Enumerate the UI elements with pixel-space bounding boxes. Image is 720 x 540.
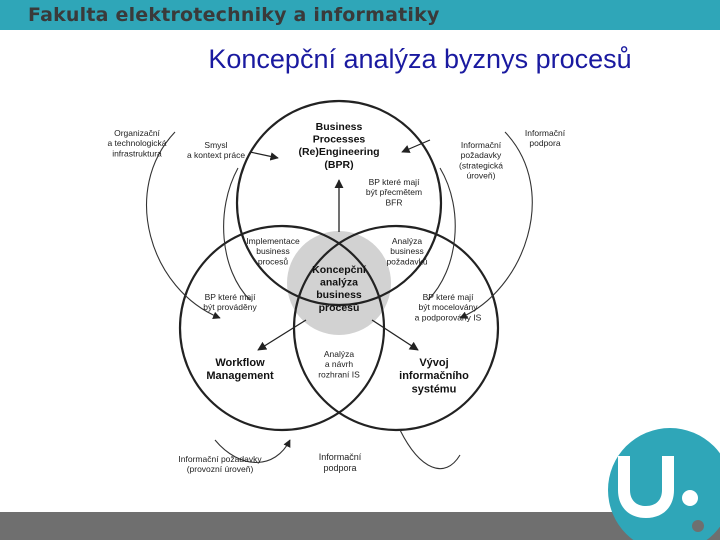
label-bp-bfr-line: BFR xyxy=(385,197,403,208)
label-info-podpora-bottom xyxy=(319,452,362,473)
label-analyza-rozhrani xyxy=(318,349,360,379)
label-bp-modelovany-line: a podporovány IS xyxy=(414,312,482,323)
label-info-pozadavky-prov-line: (provozní úroveň) xyxy=(186,464,254,475)
label-bp-provadeny-line: BP které mají xyxy=(204,292,256,302)
label-bp-bfr-line: BP které mají xyxy=(368,177,420,187)
label-organizacni-line: Organizační xyxy=(114,128,160,138)
label-info-pozadavky-prov xyxy=(178,454,262,474)
label-bpr-line: Processes xyxy=(312,133,366,146)
university-logo xyxy=(600,428,720,540)
label-center-line: procesů xyxy=(318,301,360,314)
label-bpr-line: (Re)Engineering xyxy=(298,146,380,159)
arrow-center-right xyxy=(372,320,418,350)
label-center-line: analýza xyxy=(320,276,358,289)
label-analyza-rozhrani-line: rozhraní IS xyxy=(318,369,360,380)
label-bpr-line: (BPR) xyxy=(324,158,354,171)
arrow-smysl xyxy=(250,152,278,158)
label-bp-modelovany-line: BP které mají xyxy=(422,292,474,302)
label-info-pozadavky-strat-line: Informační xyxy=(460,140,502,150)
label-info-podpora-top-line: Informační xyxy=(524,128,566,138)
faculty-name: Fakulta elektrotechniky a informatiky xyxy=(28,4,440,26)
flow-curve-bottom-right xyxy=(400,430,460,469)
label-vyvoj-line: Vývoj xyxy=(419,357,449,369)
label-implementace-line: procesů xyxy=(257,256,289,267)
label-workflow xyxy=(206,357,274,382)
label-analyza-rozhrani-line: a návrh xyxy=(324,359,354,370)
label-organizacni-line: a technologická xyxy=(107,138,167,149)
label-analyza-pozadavku-line: požadavků xyxy=(386,256,428,267)
label-workflow-line: Management xyxy=(206,370,274,383)
label-vyvoj-line: informačního xyxy=(399,370,469,383)
label-vyvoj xyxy=(399,357,469,395)
label-info-pozadavky-prov-line: Informační požadavky xyxy=(178,454,262,464)
label-bp-modelovany-line: být mocelovány xyxy=(418,302,478,313)
label-bp-bfr xyxy=(366,177,422,207)
label-info-podpora-bottom-line: podpora xyxy=(323,462,357,473)
label-info-pozadavky-strat-line: požadavky xyxy=(460,150,502,161)
label-info-pozadavky-strat-line: úroveň) xyxy=(466,170,496,181)
label-center-line: Koncepční xyxy=(312,264,366,276)
label-workflow-line: Workflow xyxy=(215,357,265,369)
label-bp-provadeny-line: být prováděny xyxy=(203,302,257,313)
label-center xyxy=(312,264,367,314)
label-info-podpora-bottom-line: Informační xyxy=(318,452,362,462)
label-info-pozadavky-strat-line: (strategická xyxy=(459,160,503,171)
label-organizacni-line: infrastruktura xyxy=(112,148,162,159)
label-info-pozadavky-strat xyxy=(459,140,503,181)
label-analyza-pozadavku xyxy=(386,236,427,266)
label-analyza-pozadavku-line: business xyxy=(390,246,424,257)
label-analyza-pozadavku-line: Analýza xyxy=(391,236,423,246)
label-center-line: business xyxy=(316,289,362,302)
flow-curve-left-top xyxy=(224,168,250,300)
label-implementace-line: Implementace xyxy=(246,236,300,246)
label-info-podpora-top-line: podpora xyxy=(529,138,561,149)
label-info-podpora-top xyxy=(525,128,566,148)
label-implementace-line: business xyxy=(256,246,290,257)
slide-title: Koncepční analýza byznys procesů xyxy=(208,44,632,74)
flow-curve-right-top xyxy=(428,168,455,300)
label-bp-bfr-line: být přecmětem xyxy=(365,187,423,198)
arrow-center-left xyxy=(258,320,306,350)
label-vyvoj-line: systému xyxy=(411,383,457,396)
label-bpr-line: Business xyxy=(315,121,363,133)
label-bp-provadeny xyxy=(203,292,257,312)
label-smysl-line: a kontext práce xyxy=(186,150,246,161)
label-analyza-rozhrani-line: Analýza xyxy=(323,349,355,359)
label-organizacni xyxy=(107,128,166,158)
label-smysl xyxy=(187,140,245,160)
label-bpr xyxy=(298,121,379,171)
label-bp-modelovany xyxy=(415,292,482,322)
label-smysl-line: Smysl xyxy=(204,140,228,150)
